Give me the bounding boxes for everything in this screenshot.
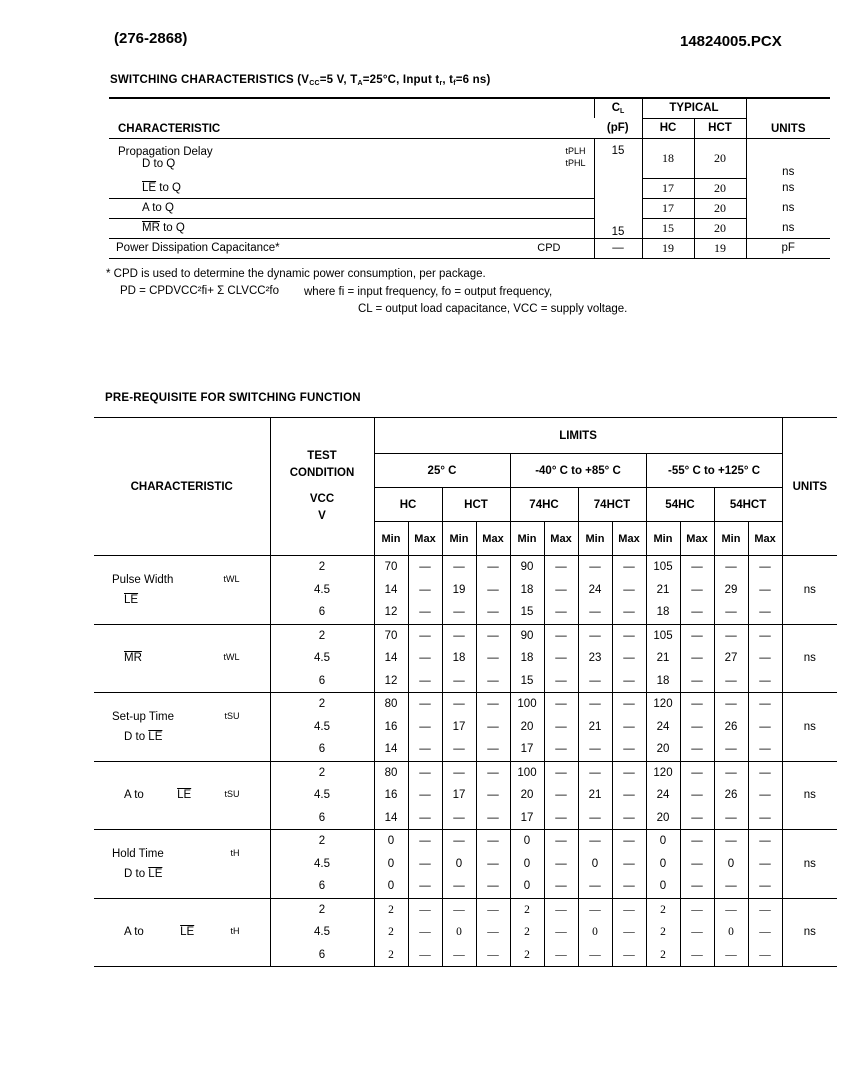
limit-cell: — — [578, 601, 612, 624]
units-cell: ns — [782, 556, 837, 625]
limit-cell: — — [544, 647, 578, 670]
characteristic-cell: $\overline{MR}$ tWL — [94, 624, 270, 693]
limit-cell: — — [748, 784, 782, 807]
vcc-cell: 2 — [270, 693, 374, 716]
formula-where: where fi = input frequency, fo = output frequency, — [304, 286, 553, 298]
characteristic-header: CHARACTERISTIC — [109, 98, 594, 138]
limit-cell: — — [612, 853, 646, 876]
limit-cell: 80 — [374, 761, 408, 784]
limit-cell: — — [748, 556, 782, 579]
limit-cell: 26 — [714, 784, 748, 807]
limit-cell: 14 — [374, 738, 408, 761]
limit-cell: 21 — [646, 647, 680, 670]
limit-cell: — — [612, 738, 646, 761]
limit-cell: — — [476, 716, 510, 739]
limit-cell: — — [442, 693, 476, 716]
vcc-cell: 6 — [270, 670, 374, 693]
limit-cell: 21 — [646, 579, 680, 602]
limit-cell: — — [408, 738, 442, 761]
limit-cell: — — [680, 556, 714, 579]
limit-cell: 18 — [510, 647, 544, 670]
limit-cell: 0 — [442, 853, 476, 876]
limit-cell: — — [544, 830, 578, 853]
temp-125-header: -55° C to +125° C — [646, 454, 782, 488]
limit-cell: — — [476, 556, 510, 579]
limit-cell: — — [612, 875, 646, 898]
limit-cell: — — [714, 875, 748, 898]
min-header: Min — [442, 522, 476, 556]
limit-cell: 18 — [646, 670, 680, 693]
limit-cell: 100 — [510, 761, 544, 784]
table-row — [94, 624, 837, 647]
limit-cell: 16 — [374, 716, 408, 739]
limit-cell: 0 — [714, 853, 748, 876]
max-header: Max — [544, 522, 578, 556]
limit-cell: — — [442, 556, 476, 579]
limit-cell: — — [748, 738, 782, 761]
limit-cell: — — [612, 784, 646, 807]
limit-cell: — — [476, 579, 510, 602]
limit-cell: — — [680, 921, 714, 944]
vcc-cell: 4.5 — [270, 647, 374, 670]
document-reference: (276-2868) — [114, 30, 188, 47]
limit-cell: 15 — [510, 601, 544, 624]
table-row: Propagation Delay tPLH D to Q tPHL 15 18 20 ns — [109, 138, 830, 178]
limit-cell: — — [714, 738, 748, 761]
vcc-cell: 2 — [270, 556, 374, 579]
limit-cell: — — [578, 944, 612, 967]
limit-cell: — — [476, 624, 510, 647]
limit-cell: — — [680, 784, 714, 807]
min-header: Min — [646, 522, 680, 556]
limit-cell: — — [680, 830, 714, 853]
limit-cell: — — [544, 738, 578, 761]
limit-cell: — — [680, 716, 714, 739]
characteristic-cell: A to $\overline{LE}$ tH — [94, 898, 270, 967]
footnote: * CPD is used to determine the dynamic power consumption, per package. — [106, 268, 486, 280]
limit-cell: — — [612, 944, 646, 967]
limit-cell: — — [408, 601, 442, 624]
limit-cell: — — [408, 853, 442, 876]
units-cell: ns — [782, 898, 837, 967]
limit-cell: — — [476, 853, 510, 876]
limit-cell: — — [476, 670, 510, 693]
min-header: Min — [510, 522, 544, 556]
limit-cell: — — [442, 875, 476, 898]
limit-cell: — — [544, 784, 578, 807]
limit-cell: — — [714, 693, 748, 716]
limit-cell: — — [748, 624, 782, 647]
limit-cell: 20 — [646, 738, 680, 761]
hc-header: HC — [642, 118, 694, 138]
max-header: Max — [612, 522, 646, 556]
limit-cell: — — [544, 875, 578, 898]
characteristic-cell: A to $\overline{LE}$ tSU — [94, 761, 270, 830]
table-row — [94, 830, 837, 853]
limit-cell: 17 — [442, 716, 476, 739]
limit-cell: — — [408, 556, 442, 579]
limit-cell: — — [408, 830, 442, 853]
limit-cell: — — [408, 807, 442, 830]
limit-cell: — — [578, 898, 612, 921]
limit-cell: — — [714, 807, 748, 830]
limit-cell: — — [544, 670, 578, 693]
limit-cell: — — [680, 807, 714, 830]
limit-cell: 16 — [374, 784, 408, 807]
limit-cell: — — [612, 761, 646, 784]
limit-cell: 24 — [578, 579, 612, 602]
limit-cell: 0 — [374, 853, 408, 876]
limit-cell: — — [748, 693, 782, 716]
limit-cell: — — [612, 601, 646, 624]
limit-cell: — — [544, 898, 578, 921]
limit-cell: — — [408, 761, 442, 784]
limit-cell: 24 — [646, 716, 680, 739]
limit-cell: 0 — [714, 921, 748, 944]
temp-85-header: -40° C to +85° C — [510, 454, 646, 488]
limit-cell: — — [714, 830, 748, 853]
table-row: A to Q 17 20 ns — [109, 198, 830, 218]
limit-cell: 2 — [646, 921, 680, 944]
limit-cell: — — [476, 875, 510, 898]
limit-cell: — — [476, 807, 510, 830]
limit-cell: 0 — [646, 830, 680, 853]
limit-cell: — — [442, 670, 476, 693]
limit-cell: 80 — [374, 693, 408, 716]
limit-cell: — — [612, 693, 646, 716]
limit-cell: — — [578, 556, 612, 579]
limit-cell: 0 — [510, 875, 544, 898]
limit-cell: 29 — [714, 579, 748, 602]
limit-cell: — — [578, 624, 612, 647]
limit-cell: 70 — [374, 624, 408, 647]
limit-cell: — — [544, 693, 578, 716]
propagation-delay-cell: Propagation Delay tPLH D to Q tPHL — [109, 138, 594, 178]
vcc-cell: 2 — [270, 898, 374, 921]
limit-cell: 2 — [374, 921, 408, 944]
limit-cell: 0 — [578, 921, 612, 944]
temp-25-header: 25° C — [374, 454, 510, 488]
limit-cell: — — [408, 579, 442, 602]
vcc-cell: 2 — [270, 624, 374, 647]
limit-cell: 0 — [374, 875, 408, 898]
vcc-cell: 6 — [270, 944, 374, 967]
limit-cell: 0 — [578, 853, 612, 876]
table-row: $\overline{LE}$ to Q 17 20 ns — [109, 178, 830, 198]
limit-cell: — — [680, 647, 714, 670]
limit-cell: — — [442, 738, 476, 761]
limit-cell: — — [680, 579, 714, 602]
limit-cell: — — [408, 624, 442, 647]
limit-cell: 14 — [374, 579, 408, 602]
limit-cell: — — [544, 761, 578, 784]
vcc-cell: 4.5 — [270, 921, 374, 944]
limit-cell: 2 — [510, 898, 544, 921]
limit-cell: — — [476, 647, 510, 670]
limit-cell: — — [748, 875, 782, 898]
limit-cell: — — [748, 647, 782, 670]
limit-cell: — — [408, 716, 442, 739]
limit-cell: 100 — [510, 693, 544, 716]
characteristic-cell: Set-up Time tSU D to $\overline{LE}$ — [94, 693, 270, 762]
limit-cell: — — [408, 693, 442, 716]
table-row — [94, 898, 837, 921]
limit-cell: 2 — [510, 921, 544, 944]
limit-cell: — — [442, 761, 476, 784]
limit-cell: — — [612, 670, 646, 693]
limit-cell: — — [442, 898, 476, 921]
limits-header: LIMITS — [374, 418, 782, 454]
limit-cell: — — [476, 738, 510, 761]
limit-cell: 15 — [510, 670, 544, 693]
limit-cell: — — [408, 647, 442, 670]
max-header: Max — [748, 522, 782, 556]
limit-cell: — — [476, 761, 510, 784]
limit-cell: — — [680, 601, 714, 624]
limit-cell: — — [680, 898, 714, 921]
table-row — [94, 556, 837, 579]
limit-cell: 90 — [510, 556, 544, 579]
limit-cell: — — [442, 624, 476, 647]
limit-cell: 26 — [714, 716, 748, 739]
table-row — [94, 693, 837, 716]
cl-header: $C_L$ — [594, 98, 642, 118]
switching-characteristics-title: SWITCHING CHARACTERISTICS ($V_{CC}=5$ V, $T_A=25^\circ C$, Input $t_r$, $t_f=6$ ns) — [110, 74, 491, 87]
limit-cell: 105 — [646, 624, 680, 647]
limit-cell: — — [442, 830, 476, 853]
limit-cell: 70 — [374, 556, 408, 579]
vcc-cell: 2 — [270, 761, 374, 784]
limit-cell: — — [612, 556, 646, 579]
limit-cell: 18 — [442, 647, 476, 670]
table-row: Power Dissipation Capacitance* CPD — 19 19 pF — [109, 238, 830, 258]
limit-cell: — — [408, 944, 442, 967]
limit-cell: — — [680, 693, 714, 716]
switching-characteristics-table — [109, 97, 830, 259]
units-cell: ns — [782, 761, 837, 830]
limit-cell: — — [748, 601, 782, 624]
limit-cell: 2 — [646, 944, 680, 967]
limit-cell: 120 — [646, 761, 680, 784]
limit-cell: — — [748, 921, 782, 944]
limit-cell: 21 — [578, 716, 612, 739]
limit-cell: — — [748, 853, 782, 876]
formula-definition: CL = output load capacitance, VCC = supply voltage. — [358, 303, 628, 315]
limit-cell: — — [408, 670, 442, 693]
limit-cell: 90 — [510, 624, 544, 647]
limit-cell: — — [748, 807, 782, 830]
limit-cell: — — [442, 944, 476, 967]
limit-cell: — — [476, 830, 510, 853]
limit-cell: — — [714, 670, 748, 693]
power-formula: PD = CPDVCC²fi+ Σ CLVCC²fo — [120, 285, 279, 297]
limit-cell: — — [612, 716, 646, 739]
limit-cell: — — [748, 944, 782, 967]
limit-cell: 21 — [578, 784, 612, 807]
limit-cell: 20 — [510, 716, 544, 739]
limit-cell: — — [578, 761, 612, 784]
limit-cell: — — [714, 898, 748, 921]
limit-cell: — — [612, 830, 646, 853]
limit-cell: — — [748, 670, 782, 693]
limit-cell: — — [476, 601, 510, 624]
limit-cell: — — [408, 898, 442, 921]
limit-cell: — — [578, 807, 612, 830]
characteristic-cell: Pulse Width tWL $\overline{LE}$ — [94, 556, 270, 625]
limit-cell: 24 — [646, 784, 680, 807]
units-cell: ns — [782, 830, 837, 899]
vcc-cell: 6 — [270, 738, 374, 761]
min-header: Min — [714, 522, 748, 556]
limit-cell: — — [578, 830, 612, 853]
min-header: Min — [374, 522, 408, 556]
limit-cell: — — [408, 921, 442, 944]
limit-cell: — — [476, 921, 510, 944]
max-header: Max — [408, 522, 442, 556]
limit-cell: 0 — [646, 875, 680, 898]
vcc-cell: 2 — [270, 830, 374, 853]
characteristic-header: CHARACTERISTIC — [94, 418, 270, 556]
limit-cell: — — [748, 761, 782, 784]
limit-cell: — — [680, 670, 714, 693]
limit-cell: — — [714, 624, 748, 647]
limit-cell: — — [578, 875, 612, 898]
limit-cell: — — [544, 853, 578, 876]
typical-header: TYPICAL — [642, 98, 746, 118]
limit-cell: — — [680, 875, 714, 898]
units-header: UNITS — [746, 98, 830, 138]
prerequisite-table: CHARACTERISTIC TEST CONDITION VCC V LIMITS UNITS 25° C -40° C to +85° C -55° C to +125° C HC HCT 74HC 74HCT 54HC 54HCT Min Max Min Max Min Max Min Max Min Max Min Max Pulse Width tWL $\overline{LE}$ 2 70 — — — 90 — — — 105 — — — ns 4.5 14 — 19 — 18 — 24 — 21 — 29 — 6 12 — — — 15 — — — 18 — — — $\overline{MR}$ tWL 2 70 — — — 90 — — — 105 — — — ns 4.5 14 — 18 — 18 — 23 — 21 — 27 — 6 12 — — — 15 — — — 18 — — — Set-up Time tSU D to $\overline{LE}$ 2 80 — — — 100 — — — 120 — — — ns 4.5 16 — 17 — 20 — 21 — 24 — 26 — 6 14 — — — 17 — — — 20 — — — A to $\overline{LE}$ tSU 2 80 — — — 100 — — — 120 — — — ns 4.5 16 — 17 — 20 — 21 — 24 — 26 — 6 14 — — — 17 — — — 20 — — — Hold Time tH D to $\overline{LE}$ 2 0 — — — 0 — — — 0 — — — ns 4.5 0 — 0 — 0 — 0 — 0 — 0 — 6 0 — — — 0 — — — 0 — — — A to $\overline{LE}$ tH 2 2 — — — 2 — — — 2 — — — ns 4.5 2 — 0 — 2 — 0 — 2 — 0 — 6 2 — — — 2 — — — 2 — — — — [94, 417, 837, 967]
units-header: UNITS — [782, 418, 837, 556]
limit-cell: — — [680, 738, 714, 761]
limit-cell: 0 — [646, 853, 680, 876]
limit-cell: — — [476, 898, 510, 921]
limit-cell: 2 — [510, 944, 544, 967]
limit-cell: 17 — [510, 738, 544, 761]
file-name: 14824005.PCX — [680, 33, 782, 50]
limit-cell: — — [612, 579, 646, 602]
units-cell: ns — [782, 693, 837, 762]
limit-cell: — — [612, 921, 646, 944]
vcc-cell: 4.5 — [270, 784, 374, 807]
cl-unit-header: (pF) — [606, 121, 629, 134]
hct-header: HCT — [694, 118, 746, 138]
limit-cell: — — [544, 601, 578, 624]
characteristic-cell: Hold Time tH D to $\overline{LE}$ — [94, 830, 270, 899]
limit-cell: 0 — [510, 830, 544, 853]
vcc-cell: 4.5 — [270, 579, 374, 602]
limit-cell: — — [578, 693, 612, 716]
vcc-cell: 6 — [270, 875, 374, 898]
limit-cell: 105 — [646, 556, 680, 579]
limit-cell: 120 — [646, 693, 680, 716]
limit-cell: 20 — [510, 784, 544, 807]
limit-cell: — — [748, 898, 782, 921]
limit-cell: — — [748, 579, 782, 602]
limit-cell: — — [714, 944, 748, 967]
units-cell: ns — [782, 624, 837, 693]
limit-cell: — — [578, 670, 612, 693]
limit-cell: — — [748, 830, 782, 853]
limit-cell: 0 — [442, 921, 476, 944]
limit-cell: — — [544, 944, 578, 967]
limit-cell: — — [408, 784, 442, 807]
max-header: Max — [680, 522, 714, 556]
limit-cell: — — [714, 601, 748, 624]
min-header: Min — [578, 522, 612, 556]
limit-cell: 20 — [646, 807, 680, 830]
limit-cell: 17 — [510, 807, 544, 830]
vcc-cell: 4.5 — [270, 853, 374, 876]
limit-cell: — — [544, 624, 578, 647]
table-row — [94, 761, 837, 784]
limit-cell: — — [680, 853, 714, 876]
limit-cell: 12 — [374, 601, 408, 624]
limit-cell: 17 — [442, 784, 476, 807]
limit-cell: 27 — [714, 647, 748, 670]
limit-cell: — — [714, 556, 748, 579]
limit-cell: 0 — [510, 853, 544, 876]
limit-cell: — — [578, 738, 612, 761]
limit-cell: — — [748, 716, 782, 739]
limit-cell: 14 — [374, 647, 408, 670]
limit-cell: 14 — [374, 807, 408, 830]
limit-cell: — — [680, 761, 714, 784]
prerequisite-title: PRE-REQUISITE FOR SWITCHING FUNCTION — [105, 392, 361, 404]
table-row: $\overline{MR}$ to Q 15 15 20 ns — [109, 218, 830, 238]
limit-cell: — — [476, 693, 510, 716]
limit-cell: — — [714, 761, 748, 784]
limit-cell: — — [476, 944, 510, 967]
max-header: Max — [476, 522, 510, 556]
vcc-cell: 4.5 — [270, 716, 374, 739]
limit-cell: 18 — [646, 601, 680, 624]
limit-cell: — — [612, 898, 646, 921]
limit-cell: — — [442, 807, 476, 830]
vcc-cell: 6 — [270, 601, 374, 624]
limit-cell: — — [476, 784, 510, 807]
limit-cell: — — [612, 807, 646, 830]
limit-cell: 2 — [374, 898, 408, 921]
limit-cell: — — [544, 716, 578, 739]
limit-cell: — — [612, 647, 646, 670]
limit-cell: — — [544, 921, 578, 944]
limit-cell: 2 — [646, 898, 680, 921]
limit-cell: — — [544, 579, 578, 602]
limit-cell: — — [442, 601, 476, 624]
vcc-cell: 6 — [270, 807, 374, 830]
limit-cell: 0 — [374, 830, 408, 853]
limit-cell: — — [408, 875, 442, 898]
limit-cell: 23 — [578, 647, 612, 670]
limit-cell: 2 — [374, 944, 408, 967]
limit-cell: 12 — [374, 670, 408, 693]
limit-cell: — — [544, 807, 578, 830]
limit-cell: — — [680, 944, 714, 967]
limit-cell: — — [544, 556, 578, 579]
limit-cell: — — [612, 624, 646, 647]
test-condition-header: TEST CONDITION VCC V — [270, 418, 374, 556]
limit-cell: 18 — [510, 579, 544, 602]
limit-cell: — — [680, 624, 714, 647]
limit-cell: 19 — [442, 579, 476, 602]
